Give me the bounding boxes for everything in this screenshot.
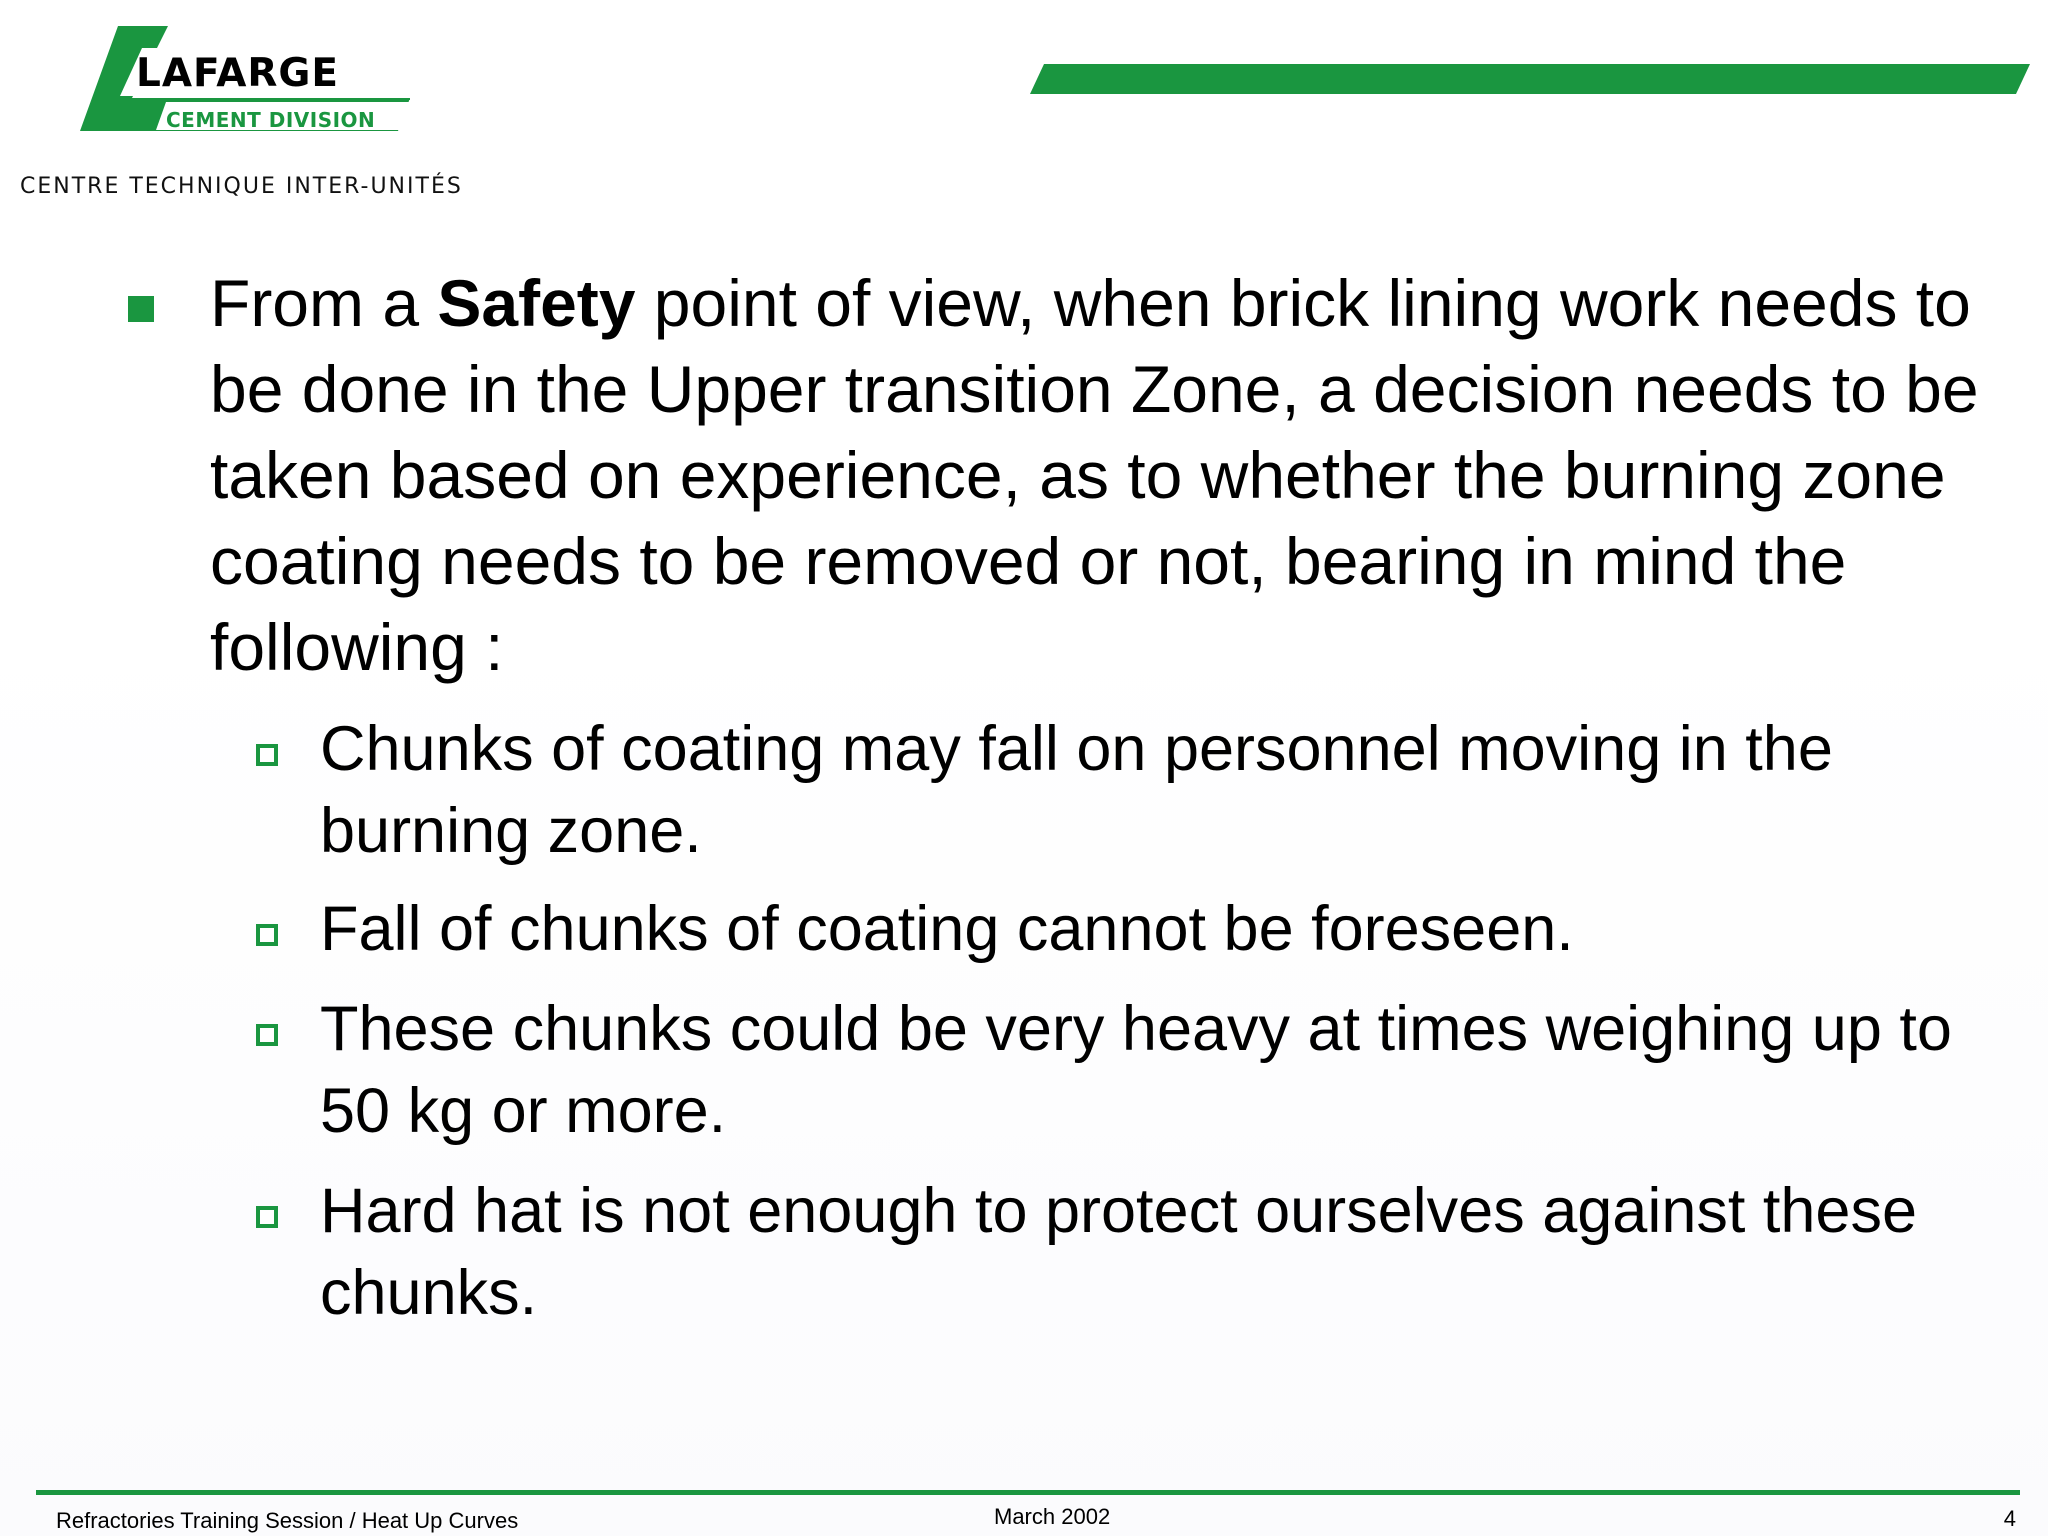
centre-technique-label: CENTRE TECHNIQUE INTER-UNITÉS [20, 174, 463, 199]
sub-item-text: Chunks of coating may fall on personnel moving in the burning zone. [320, 714, 1833, 866]
sub-item-text: Fall of chunks of coating cannot be foreseen. [320, 894, 1574, 964]
sub-item-text: These chunks could be very heavy at times weighing up to 50 kg or more. [320, 994, 1952, 1146]
main-text-before: From a [210, 266, 438, 340]
main-text-bold: Safety [437, 266, 636, 340]
footer-divider [36, 1490, 2020, 1495]
footer-date: March 2002 [994, 1504, 1111, 1529]
hollow-square-bullet-icon [256, 1024, 278, 1046]
lafarge-logo [80, 26, 420, 136]
main-text-after: point of view, when brick lining work needs to be done in the Upper transition Zone, a decision needs to be taken based on experience, as to whether the burning zone coating needs to be removed or not, bearing in mind the following : [210, 266, 1979, 684]
logo-name: LAFARGE [136, 51, 340, 96]
square-bullet-icon [128, 296, 154, 322]
header-accent-bar [1030, 64, 2030, 94]
hollow-square-bullet-icon [256, 1206, 278, 1228]
sub-item-text: Hard hat is not enough to protect ourselves against these chunks. [320, 1176, 1917, 1328]
hollow-square-bullet-icon [256, 924, 278, 946]
logo-division: CEMENT DIVISION [166, 108, 376, 132]
hollow-square-bullet-icon [256, 744, 278, 766]
page-number: 4 [2003, 1506, 2016, 1531]
footer-session-title: Refractories Training Session / Heat Up Curves [56, 1508, 519, 1533]
main-bullet-text [210, 260, 2010, 690]
